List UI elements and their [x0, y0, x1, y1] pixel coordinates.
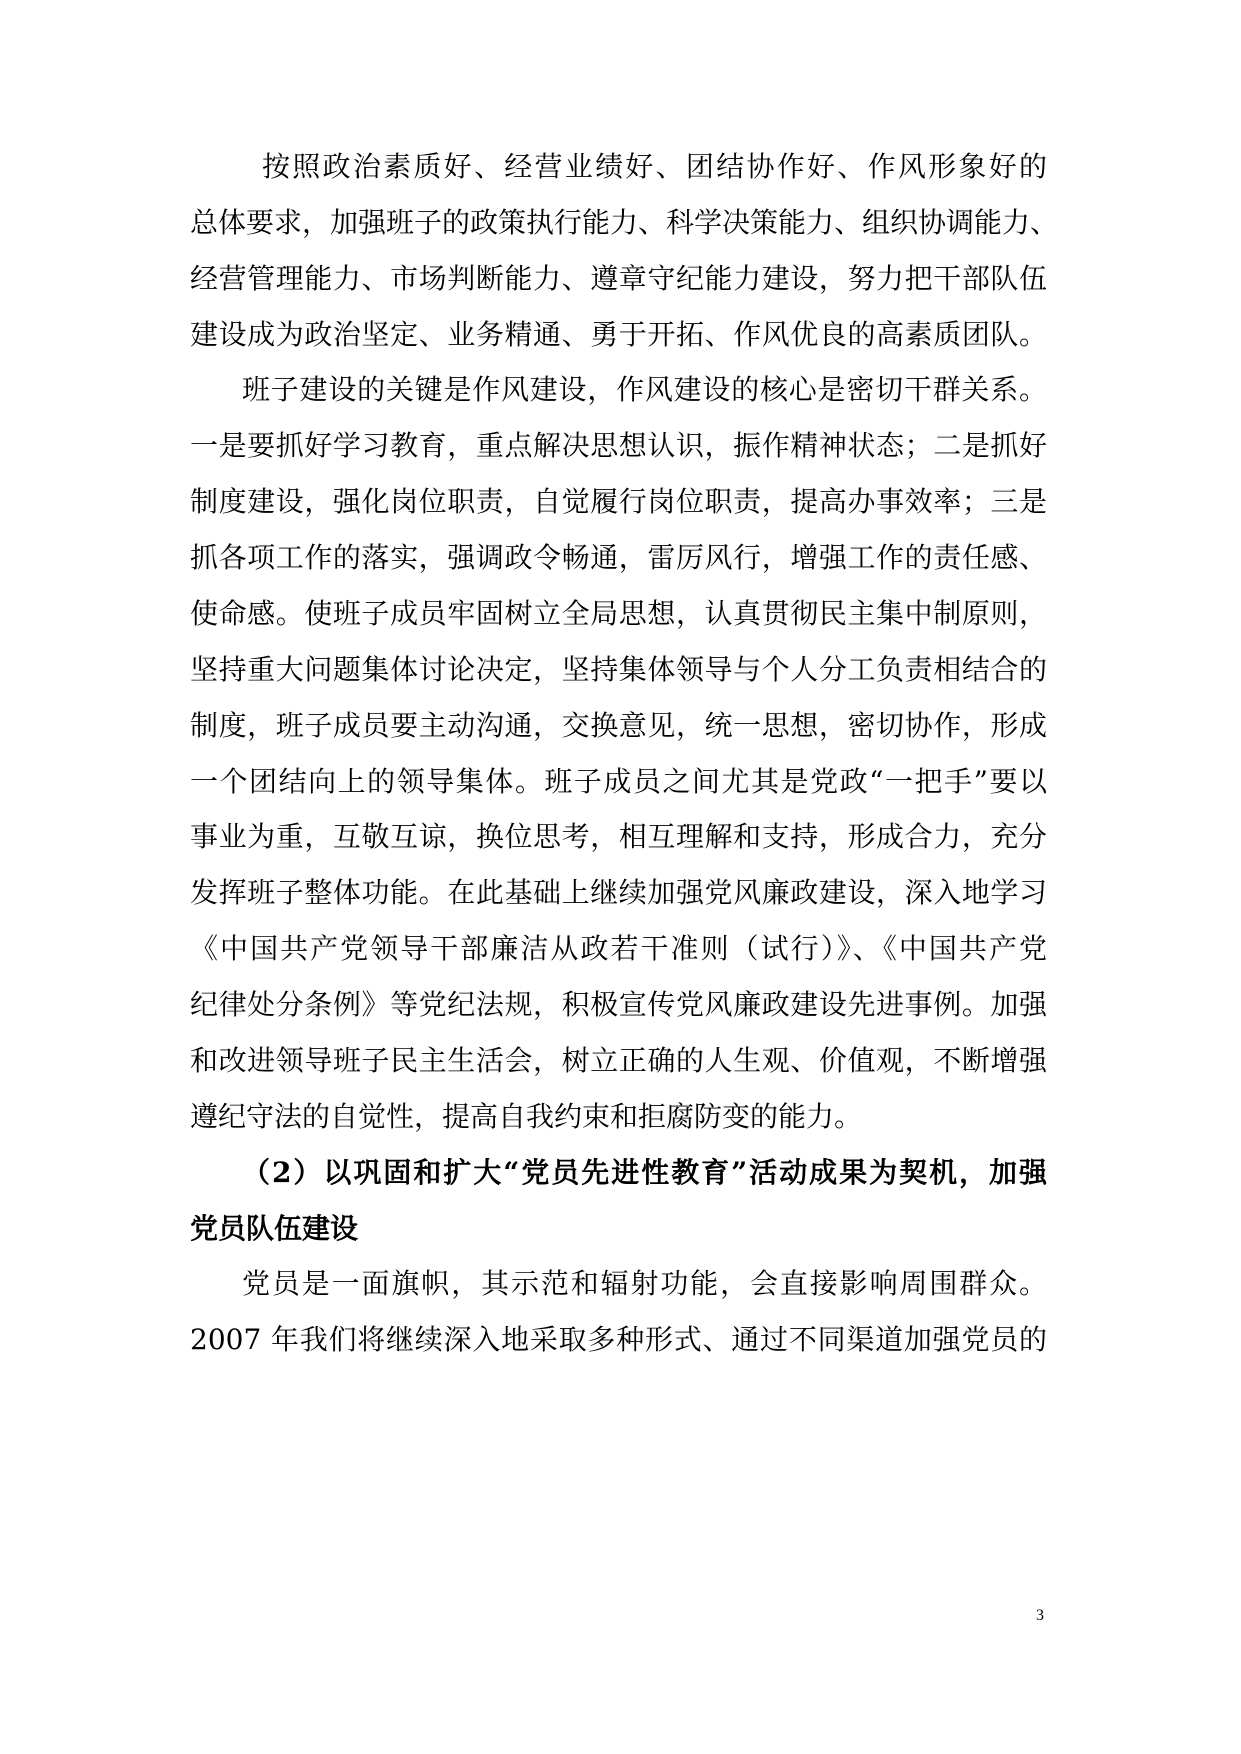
paragraph-line: 坚持重大问题集体讨论决定，坚持集体领导与个人分工负责相结合的 — [190, 653, 1047, 686]
paragraph-line: 一是要抓好学习教育，重点解决思想认识，振作精神状态；二是抓好 — [190, 429, 1047, 462]
paragraph-line: 按照政治素质好、经营业绩好、团结协作好、作风形象好的 — [262, 150, 1047, 183]
paragraph-line: 经营管理能力、市场判断能力、遵章守纪能力建设，努力把干部队伍 — [190, 262, 1047, 295]
paragraph-line: 总体要求，加强班子的政策执行能力、科学决策能力、组织协调能力、 — [190, 206, 1059, 239]
paragraph-line: 遵纪守法的自觉性，提高自我约束和拒腐防变的能力。 — [190, 1100, 863, 1133]
paragraph-line: 《中国共产党领导干部廉洁从政若干准则（试行）》、《中国共产党 — [190, 932, 1047, 965]
paragraph-line: 和改进领导班子民主生活会，树立正确的人生观、价值观，不断增强 — [190, 1044, 1047, 1077]
paragraph-line: 事业为重，互敬互谅，换位思考，相互理解和支持，形成合力，充分 — [190, 820, 1047, 853]
paragraph-line: 2007 年我们将继续深入地采取多种形式、通过不同渠道加强党员的 — [190, 1323, 1047, 1356]
paragraph-line: 抓各项工作的落实，强调政令畅通，雷厉风行，增强工作的责任感、 — [190, 541, 1047, 574]
paragraph-line: 建设成为政治坚定、业务精通、勇于开拓、作风优良的高素质团队。 — [190, 318, 1047, 351]
section-heading: （2）以巩固和扩大“党员先进性教育”活动成果为契机，加强 — [242, 1156, 1047, 1189]
paragraph-line: 制度建设，强化岗位职责，自觉履行岗位职责，提高办事效率；三是 — [190, 485, 1047, 518]
page-number: 3 — [1036, 1607, 1044, 1624]
paragraph-line: 党员是一面旗帜，其示范和辐射功能，会直接影响周围群众。 — [242, 1267, 1047, 1300]
paragraph-line: 发挥班子整体功能。在此基础上继续加强党风廉政建设，深入地学习 — [190, 876, 1047, 909]
section-heading: 党员队伍建设 — [190, 1212, 359, 1245]
paragraph-line: 制度，班子成员要主动沟通，交换意见，统一思想，密切协作，形成 — [190, 709, 1047, 742]
paragraph-line: 纪律处分条例》等党纪法规，积极宣传党风廉政建设先进事例。加强 — [190, 988, 1047, 1021]
paragraph-line: 使命感。使班子成员牢固树立全局思想，认真贯彻民主集中制原则， — [190, 597, 1047, 630]
paragraph-line: 一个团结向上的领导集体。班子成员之间尤其是党政“一把手”要以 — [190, 765, 1047, 798]
paragraph-line: 班子建设的关键是作风建设，作风建设的核心是密切干群关系。 — [242, 373, 1047, 406]
